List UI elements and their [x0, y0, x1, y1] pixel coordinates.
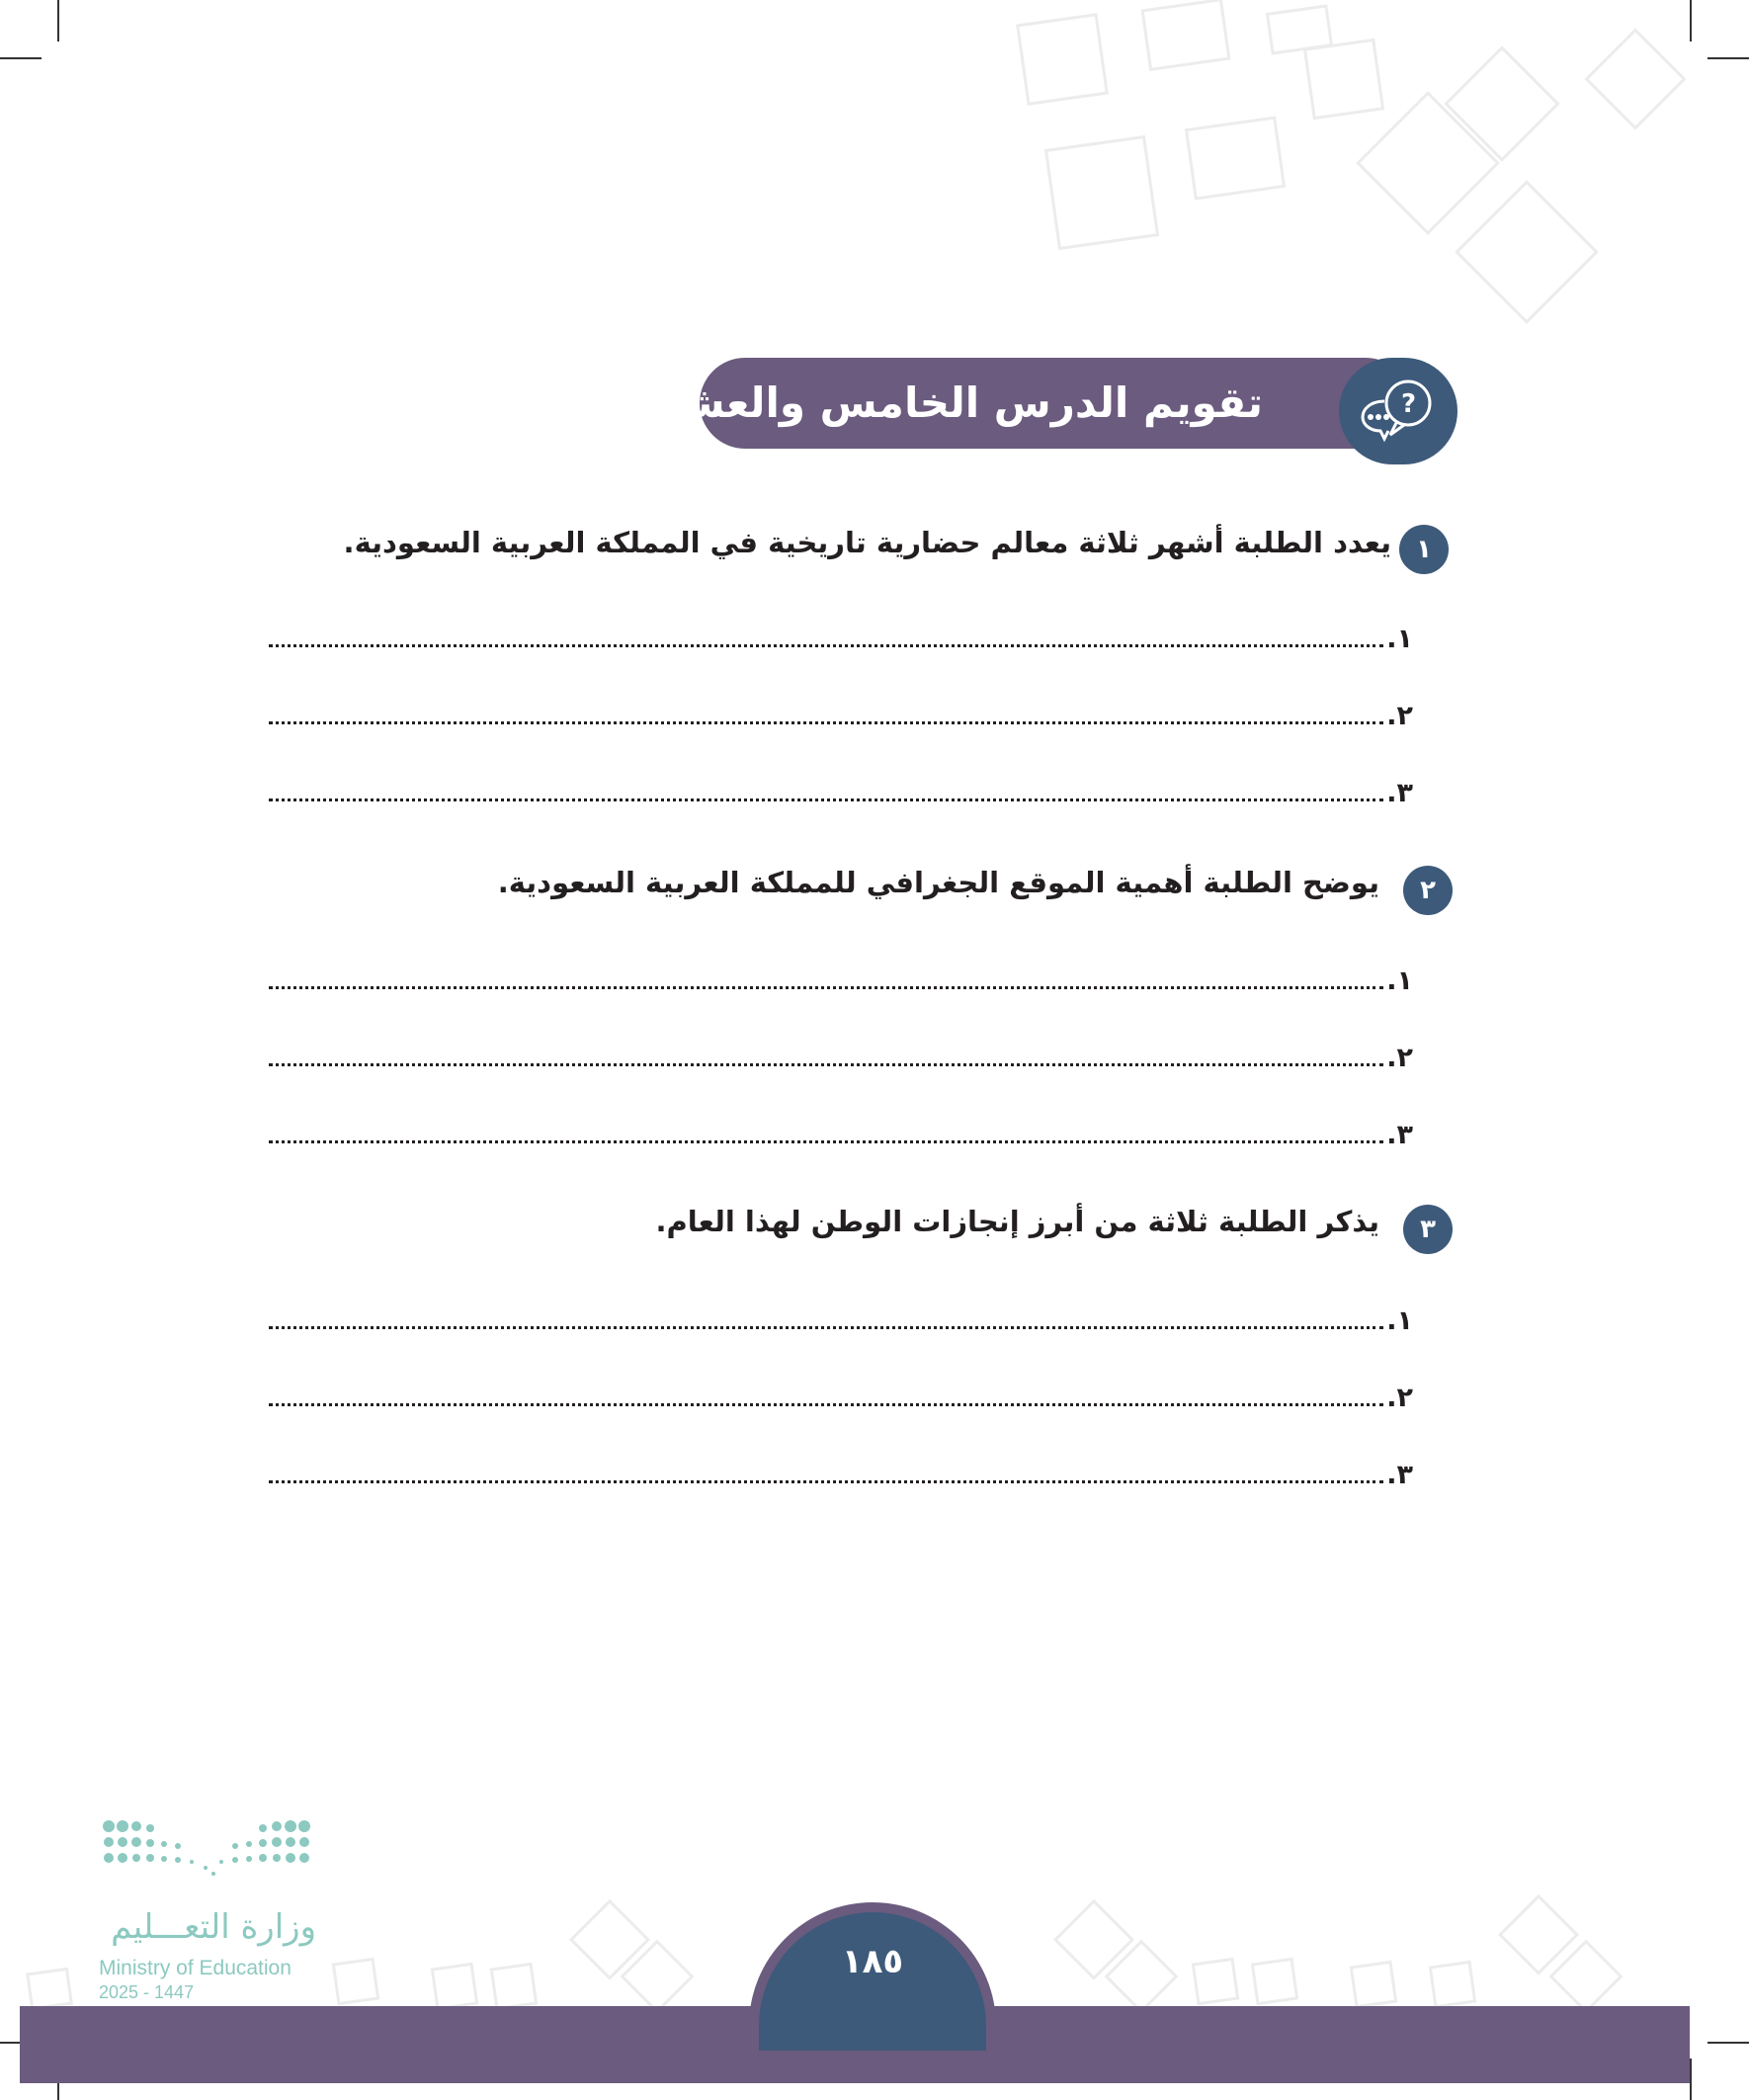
answer-number: ٢.: [1386, 1043, 1413, 1073]
answer-number: ١.: [1386, 966, 1413, 996]
page-title: تقويم الدرس الخامس والعشرين: [605, 378, 1263, 427]
answer-line[interactable]: [269, 966, 1413, 996]
dotted-line: [269, 1480, 1383, 1483]
answer-line[interactable]: [269, 1384, 1413, 1413]
dotted-line: [269, 1063, 1383, 1066]
ministry-logo-dots: [99, 1816, 316, 1895]
dotted-line: [269, 1326, 1383, 1329]
question-number-badge: ١: [1399, 525, 1449, 574]
dotted-line: [269, 1403, 1383, 1406]
answer-number: ١.: [1386, 1305, 1413, 1336]
svg-text:?: ?: [1401, 389, 1417, 419]
dotted-line: [269, 644, 1383, 647]
dotted-line: [269, 986, 1383, 989]
answer-line[interactable]: [269, 625, 1413, 654]
answer-line[interactable]: [269, 702, 1413, 731]
ministry-name-english: Ministry of Education: [99, 1957, 292, 1979]
answer-line[interactable]: [269, 779, 1413, 808]
answer-number: ٣.: [1386, 1120, 1413, 1150]
lesson-title-banner: [605, 358, 1411, 449]
question-chat-icon: [1339, 358, 1458, 464]
question-number-badge: ٣: [1403, 1205, 1453, 1254]
title-icon-badge: [1339, 358, 1458, 464]
answer-number: ١.: [1386, 624, 1413, 654]
dotted-line: [269, 798, 1383, 801]
question-text: يعدد الطلبة أشهر ثلاثة معالم حضارية تاريخية في المملكة العربية السعودية.: [343, 526, 1391, 559]
answer-number: ٢.: [1386, 1383, 1413, 1413]
dotted-line: [269, 721, 1383, 724]
question-text: يذكر الطلبة ثلاثة من أبرز إنجازات الوطن لهذا العام.: [655, 1205, 1379, 1238]
page-number: ١٨٥: [841, 1942, 904, 1981]
question-text: يوضح الطلبة أهمية الموقع الجغرافي للمملكة العربية السعودية.: [497, 866, 1379, 899]
answer-number: ٣.: [1386, 1460, 1413, 1490]
answer-number: ٣.: [1386, 778, 1413, 808]
answer-number: ٢.: [1386, 701, 1413, 731]
ministry-name-arabic: وزارة التعـــليم: [111, 1907, 316, 1947]
answer-line[interactable]: [269, 1306, 1413, 1336]
ministry-year: 2025 - 1447: [99, 1982, 195, 2002]
answer-line[interactable]: [269, 1044, 1413, 1073]
question-number-badge: ٢: [1403, 866, 1453, 915]
answer-line[interactable]: [269, 1461, 1413, 1490]
answer-line[interactable]: [269, 1121, 1413, 1150]
dotted-line: [269, 1140, 1383, 1143]
